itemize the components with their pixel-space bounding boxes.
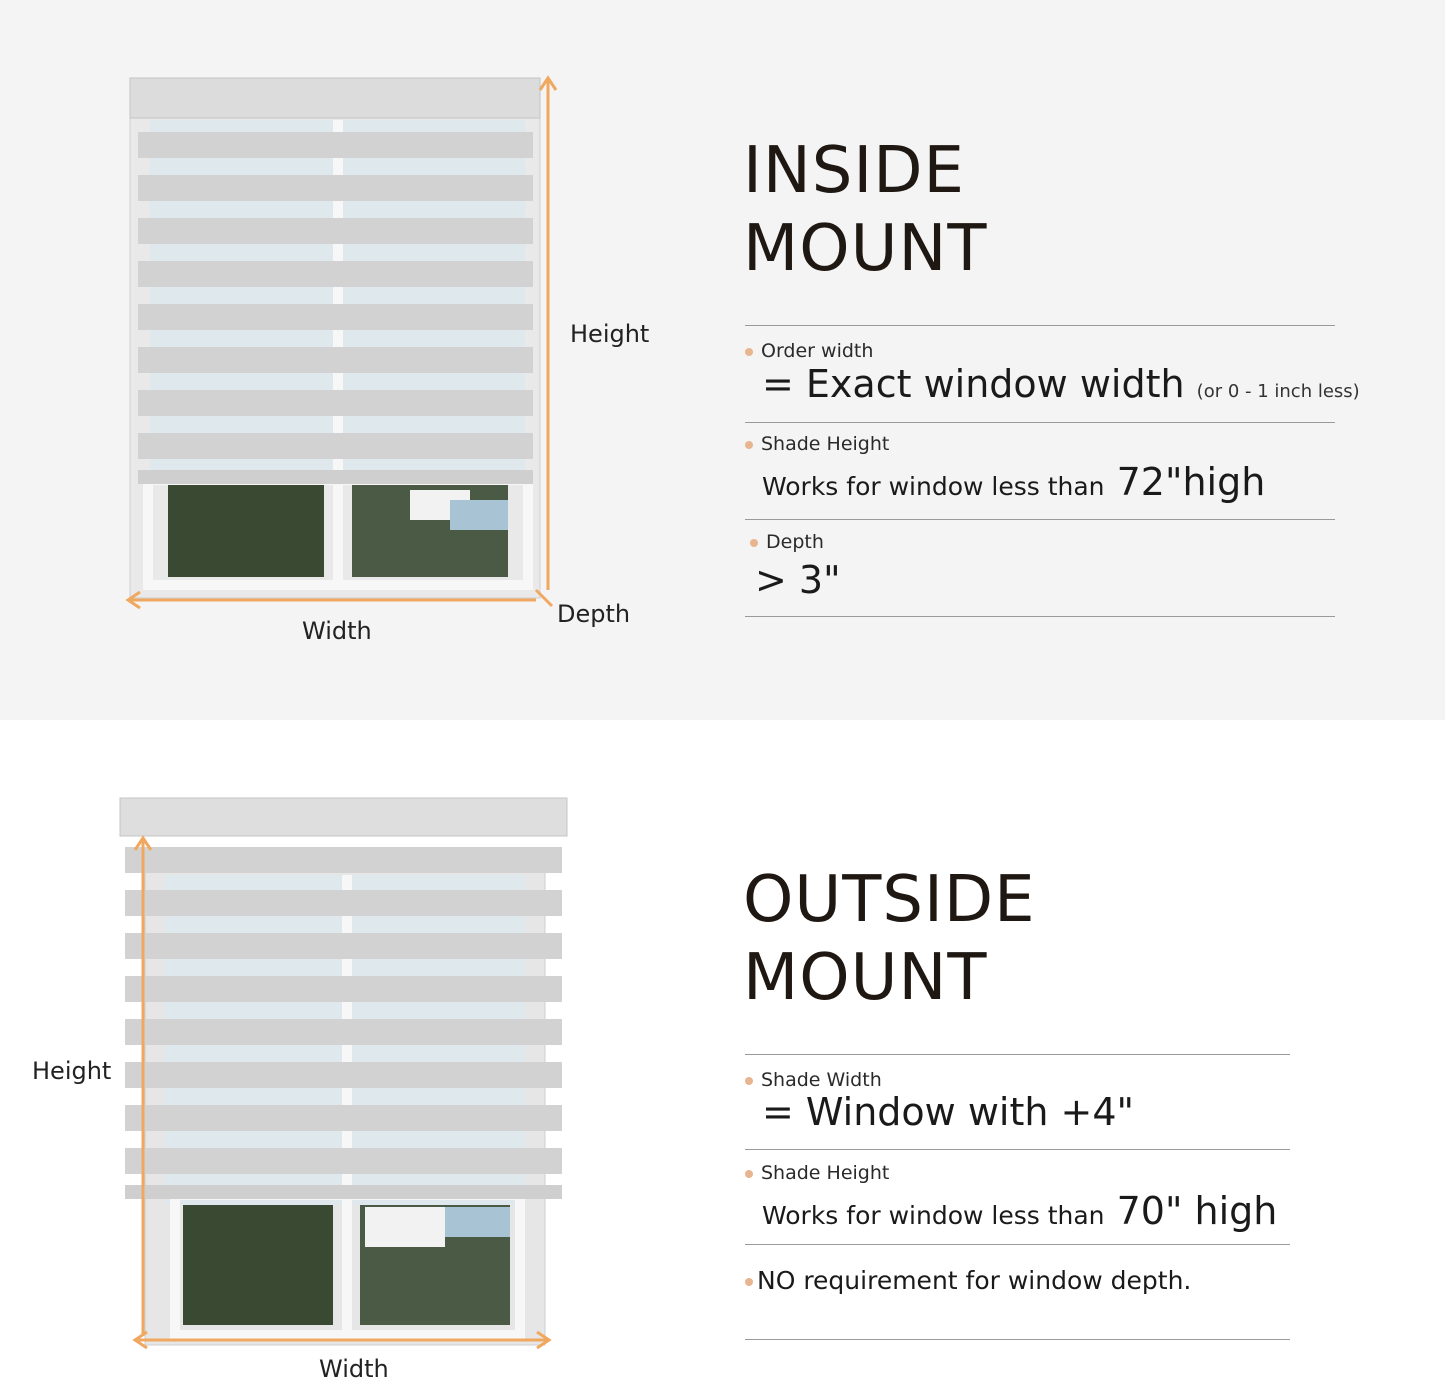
inside-width-label: Width — [302, 617, 372, 645]
inside-mount-illustration — [120, 70, 560, 615]
inside-title-line2: MOUNT — [743, 212, 988, 286]
divider — [745, 1054, 1290, 1055]
spec-value-shade-height-outside: Works for window less than 70" high — [762, 1189, 1278, 1233]
divider — [745, 1339, 1290, 1340]
spec-value-depth: > 3" — [755, 558, 841, 602]
spec-label-depth: Depth — [750, 531, 824, 553]
spec-label-shade-width: Shade Width — [745, 1069, 882, 1091]
bullet-dot — [750, 539, 758, 547]
divider — [745, 325, 1335, 326]
bullet-dot — [745, 441, 753, 449]
spec-value-shade-width: = Window with +4" — [762, 1090, 1135, 1134]
spec-label-order-width: Order width — [745, 340, 873, 362]
divider — [745, 422, 1335, 423]
outside-title-line1: OUTSIDE — [743, 863, 1036, 937]
inside-height-label: Height — [570, 320, 650, 348]
spec-label-shade-height-outside: Shade Height — [745, 1162, 889, 1184]
divider — [745, 1149, 1290, 1150]
outside-mount-title — [743, 861, 1036, 1017]
spec-no-depth-requirement: NO requirement for window depth. — [745, 1266, 1191, 1295]
spec-label-shade-height: Shade Height — [745, 433, 889, 455]
outside-mount-illustration — [115, 795, 575, 1355]
outside-mount-section — [0, 720, 1445, 1382]
bullet-dot — [745, 348, 753, 356]
spec-value-shade-height: Works for window less than 72"high — [762, 460, 1266, 504]
outside-width-label: Width — [319, 1355, 389, 1383]
outside-title-line2: MOUNT — [743, 941, 988, 1015]
spec-value-order-width: = Exact window width (or 0 - 1 inch less) — [762, 362, 1360, 406]
bullet-dot — [745, 1077, 753, 1085]
outside-height-label: Height — [32, 1057, 112, 1085]
inside-title-line1: INSIDE — [743, 134, 965, 208]
divider — [745, 616, 1335, 617]
inside-mount-title — [743, 132, 987, 288]
inside-depth-label: Depth — [557, 600, 631, 628]
bullet-dot — [745, 1278, 753, 1286]
bullet-dot — [745, 1170, 753, 1178]
divider — [745, 1244, 1290, 1245]
divider — [745, 519, 1335, 520]
